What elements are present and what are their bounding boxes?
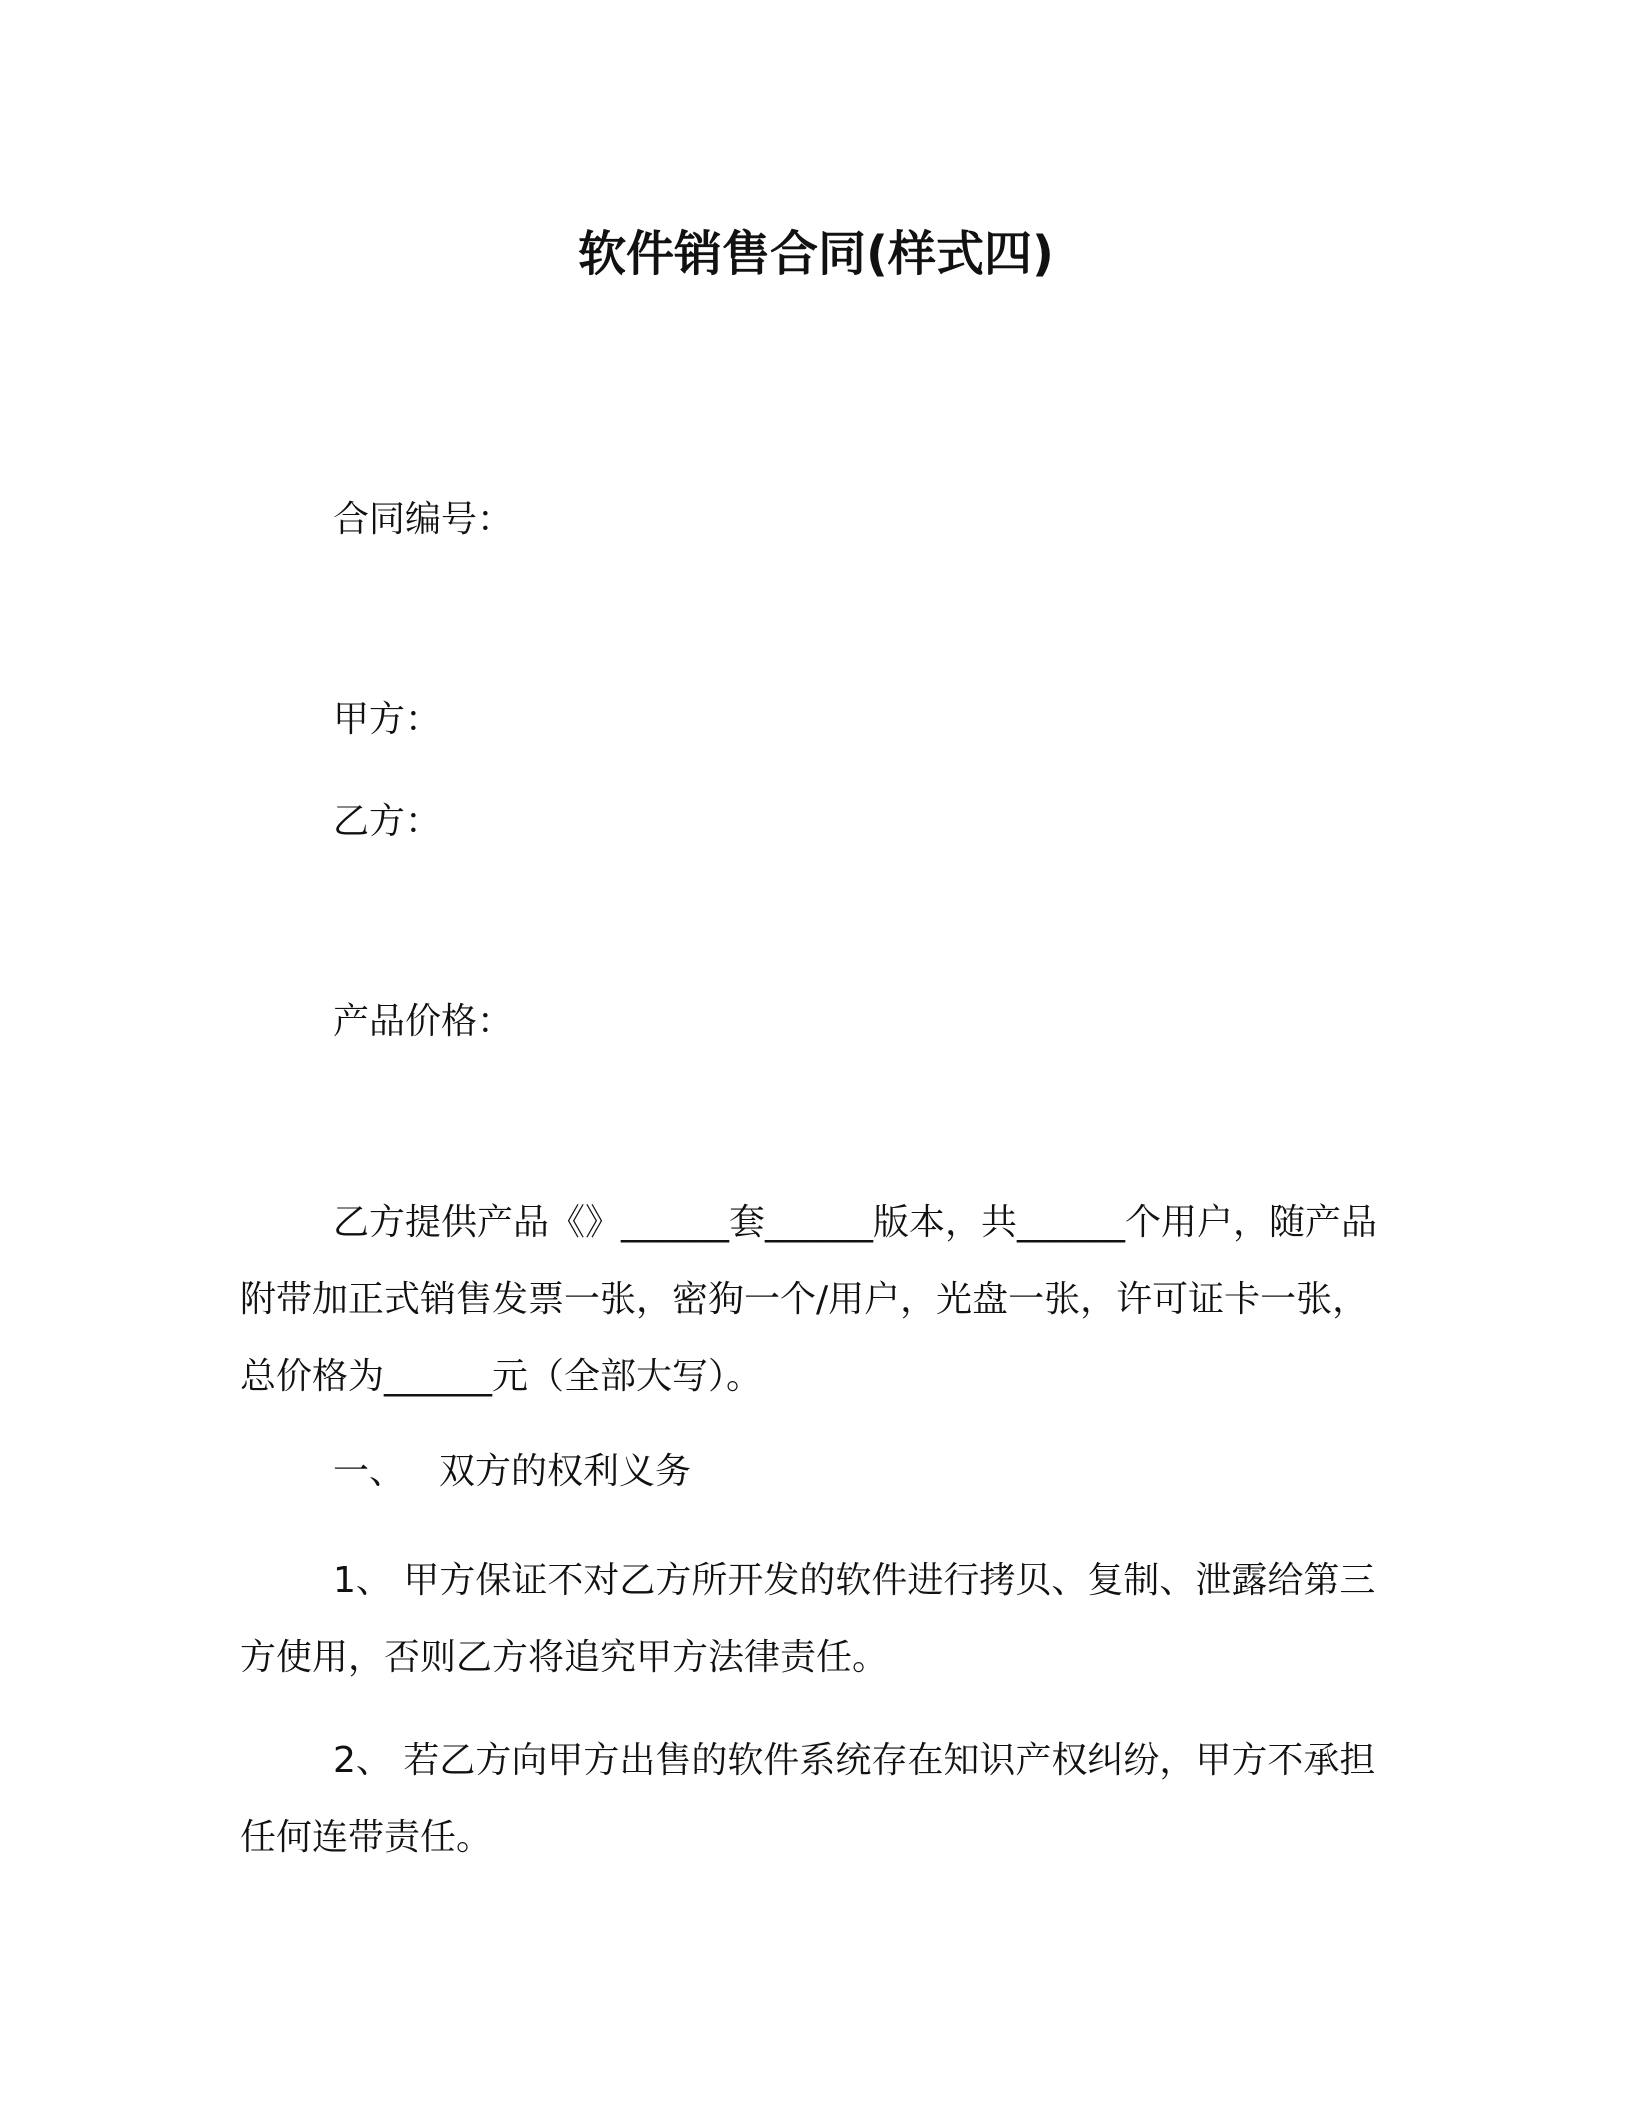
section-title: 双方的权利义务: [439, 1451, 692, 1492]
section-number: 一、: [333, 1451, 406, 1492]
party-b-label: 乙方：: [333, 801, 442, 842]
contract-number-label: 合同编号：: [333, 499, 514, 540]
clause-2: 2、 若乙方向甲方出售的软件系统存在知识产权纠纷，甲方不承担任何连带责任。: [240, 1740, 1376, 1858]
party-a-label: 甲方：: [333, 699, 442, 740]
product-price-label: 产品价格：: [333, 1001, 514, 1042]
document-title: 软件销售合同(样式四): [578, 226, 1054, 282]
section-heading: [333, 1448, 691, 1496]
intro-paragraph: 乙方提供产品《》______套______版本，共______个用户，随产品附带加正式销售发票一张，密狗一个/用户，光盘一张，许可证卡一张，总价格为______元（全部大写）。: [240, 1202, 1378, 1397]
clause-1: 1、 甲方保证不对乙方所开发的软件进行拷贝、复制、泄露给第三方使用，否则乙方将追究甲方法律责任。: [240, 1560, 1376, 1678]
